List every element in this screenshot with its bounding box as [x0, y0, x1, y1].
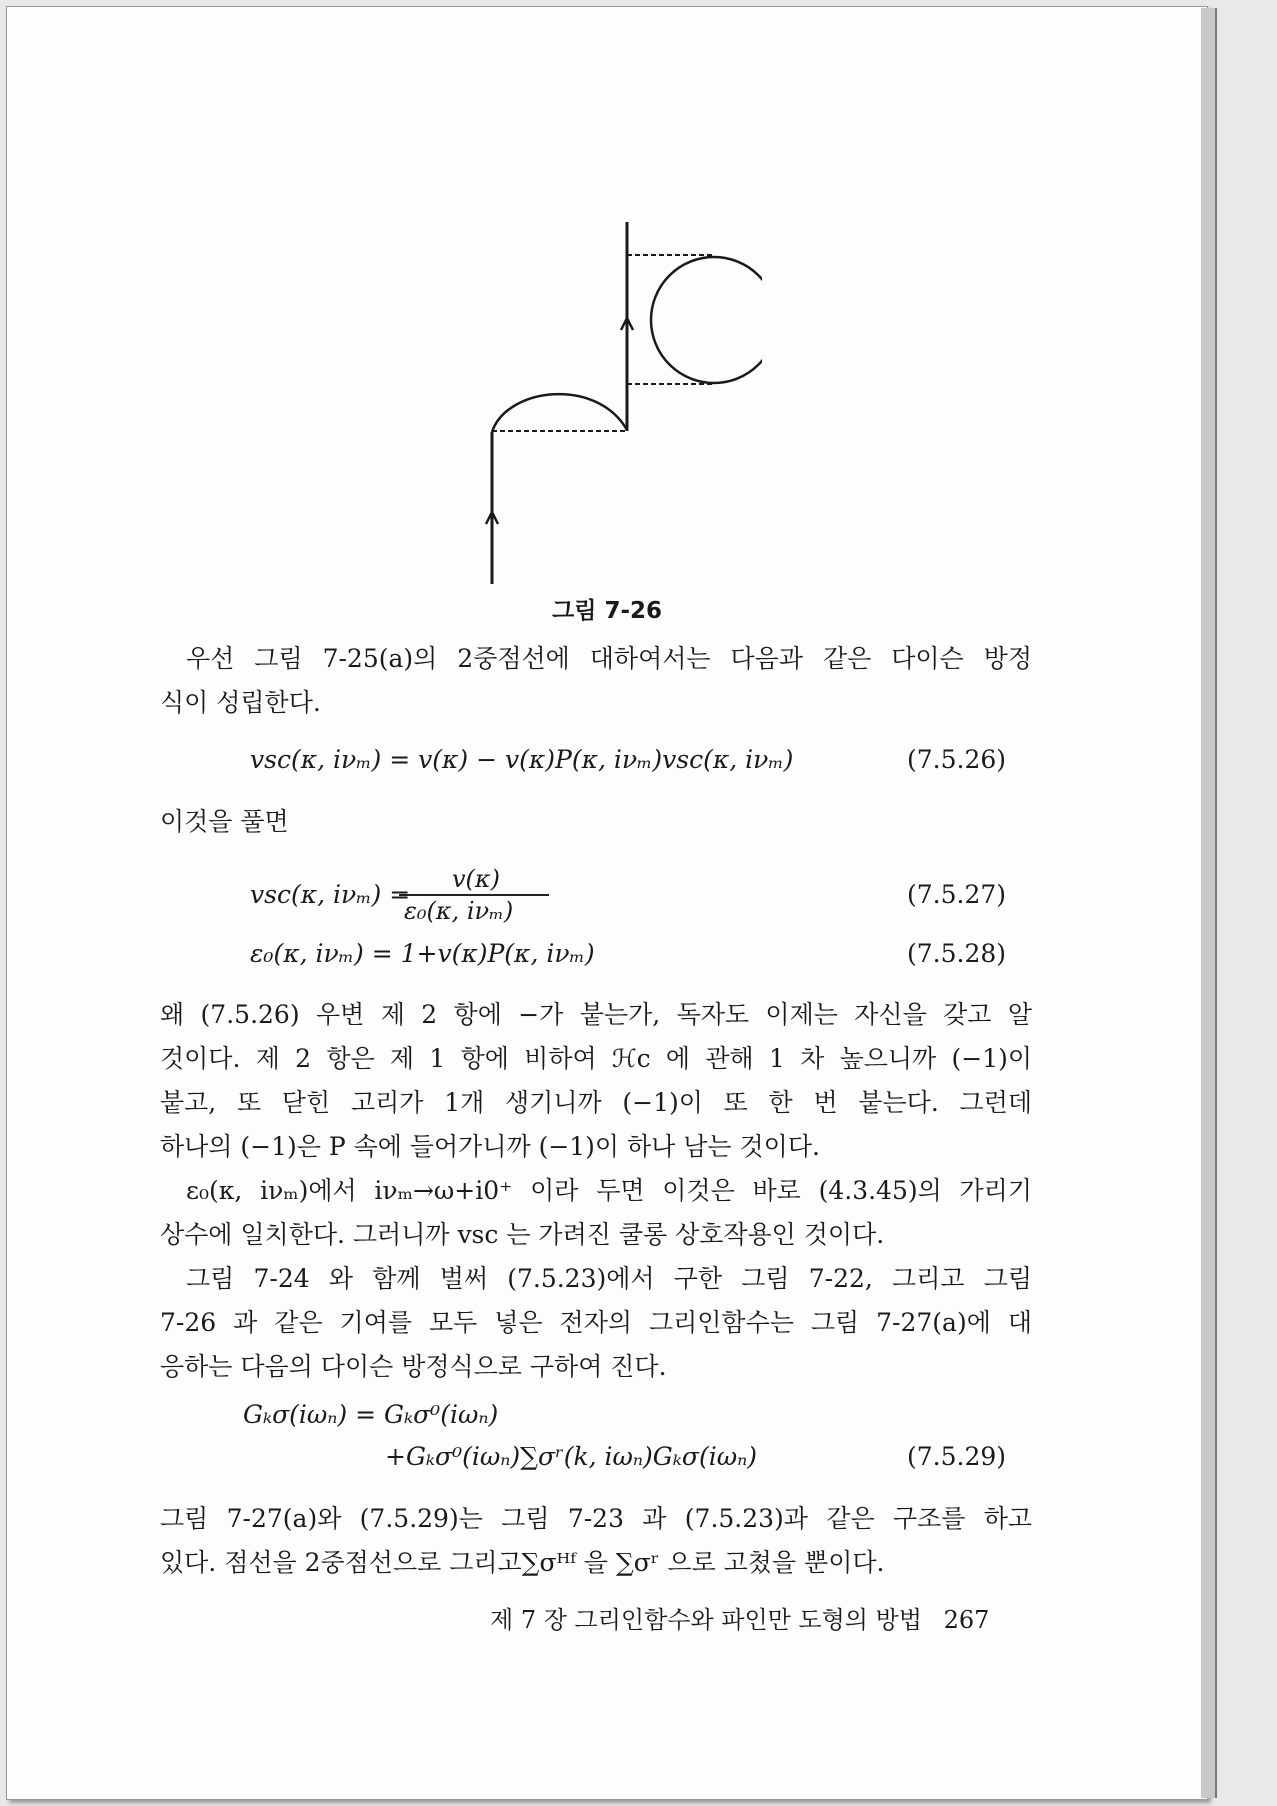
- equation-number: (7.5.27): [907, 880, 1007, 909]
- text-line: 하나의 (−1)은 P 속에 들어가니까 (−1)이 하나 남는 것이다.: [160, 1132, 820, 1161]
- figure-caption: 그림 7-26: [552, 598, 662, 624]
- text-line: 붙고, 또 닫힌 고리가 1개 생기니까 (−1)이 또 한 번 붙는다. 그런데: [160, 1088, 1032, 1117]
- text-line: 상수에 일치한다. 그러니까 vsc 는 가려진 쿨롱 상호작용인 것이다.: [160, 1220, 885, 1249]
- interaction-arc: [492, 394, 627, 432]
- paragraph-3: [160, 993, 1032, 1169]
- closed-loop: [651, 257, 762, 383]
- fraction-numerator: v(κ): [452, 865, 501, 893]
- paragraph-6: [160, 1497, 1032, 1585]
- page-number: 267: [943, 1606, 990, 1634]
- text-line: ε₀(κ, iνₘ)에서 iνₘ→ω+i0⁺ 이라 두면 이것은 바로 (4.3.45)의 가리기: [186, 1176, 1032, 1205]
- text-line: 응하는 다음의 다이슨 방정식으로 구하여 진다.: [160, 1352, 667, 1381]
- text-line: 우선 그림 7-25(a)의 2중점선에 대하여서는 다음과 같은 다이슨 방정: [186, 644, 1032, 673]
- chapter-title: 제 7 장 그리인함수와 파인만 도형의 방법: [490, 1606, 922, 1634]
- text-line: 왜 (7.5.26) 우변 제 2 항에 −가 붙는가, 독자도 이제는 자신을 갖고 알: [160, 1000, 1032, 1029]
- equation-7-5-27-lhs: vsc(κ, iνₘ) =: [250, 880, 411, 909]
- paragraph-4: [160, 1169, 1032, 1257]
- text-line: 것이다. 제 2 항은 제 1 항에 비하여 ℋc 에 관해 1 차 높으니까 (−1)이: [160, 1044, 1032, 1073]
- paragraph-5: [160, 1257, 1032, 1389]
- text-line: 식이 성립한다.: [160, 688, 321, 717]
- paragraph-2: [160, 800, 1032, 844]
- equation-7-5-26: vsc(κ, iνₘ) = v(κ) − v(κ)P(κ, iνₘ)vsc(κ, iνₘ): [250, 745, 794, 774]
- text-line: 이것을 풀면: [160, 807, 289, 836]
- equation-number: (7.5.26): [907, 745, 1007, 774]
- paragraph-1: [160, 637, 1032, 725]
- equation-7-5-28: ε₀(κ, iνₘ) = 1+v(κ)P(κ, iνₘ): [250, 939, 595, 968]
- fraction-denominator: ε₀(κ, iνₘ): [404, 897, 514, 925]
- text-line: 그림 7-27(a)와 (7.5.29)는 그림 7-23 과 (7.5.23)과 같은 구조를 하고: [160, 1504, 1032, 1533]
- equation-7-5-29-line2: +Gₖσ⁰(iωₙ)∑σʳ(k, iωₙ)Gₖσ(iωₙ): [385, 1442, 757, 1471]
- fraction-bar: [399, 894, 549, 896]
- equation-number: (7.5.29): [907, 1442, 1007, 1471]
- feynman-diagram: [462, 212, 762, 592]
- text-line: 그림 7-24 와 함께 벌써 (7.5.23)에서 구한 그림 7-22, 그리고 그림: [186, 1264, 1032, 1293]
- equation-number: (7.5.28): [907, 939, 1007, 968]
- book-page: [6, 6, 1208, 1800]
- page-edge: [1201, 8, 1217, 1798]
- page-footer: [490, 1600, 989, 1635]
- text-line: 있다. 점선을 2중점선으로 그리고∑σᴴᶠ 을 ∑σʳ 으로 고쳤을 뿐이다.: [160, 1548, 885, 1577]
- equation-7-5-29-line1: Gₖσ(iωₙ) = Gₖσ⁰(iωₙ): [243, 1400, 499, 1429]
- text-line: 7-26 과 같은 기여를 모두 넣은 전자의 그리인함수는 그림 7-27(a)에 대: [160, 1308, 1032, 1337]
